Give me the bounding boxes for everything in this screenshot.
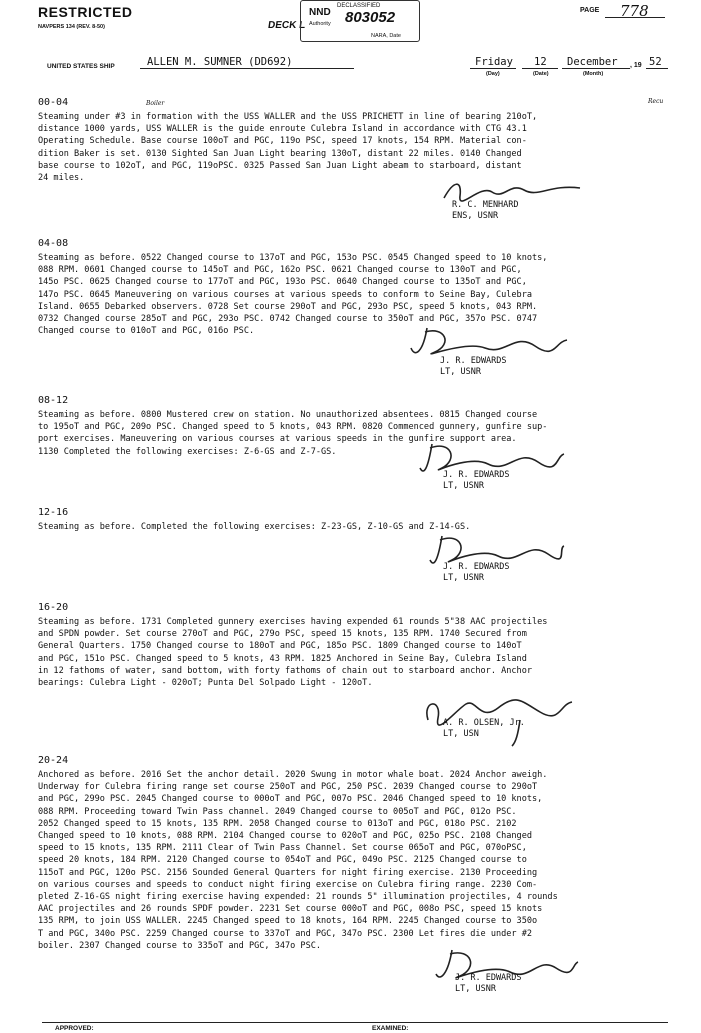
watch-signature [443,562,510,584]
watch-signature [443,718,525,740]
watch-time: 08-12 [38,395,69,406]
log-year: 52 [649,56,662,68]
stamp-line-authority: Authority [309,21,331,27]
footer-rule [42,1022,668,1023]
ship-label: UNITED STATES SHIP [47,63,115,70]
caption-month: (Month) [583,71,604,77]
signature-rank: ENS, USNR [452,211,499,221]
day-underline [470,68,516,69]
watch-entry [38,238,678,337]
log-day: Friday [475,56,513,68]
stamp-line-nara-date: NARA, Date [371,33,401,39]
classification-label: RESTRICTED [38,4,133,20]
watch-entry [38,602,678,689]
margin-note-right: Recu [648,98,664,105]
signature-rank: LT, USNR [443,481,484,491]
watch-signature [455,973,522,995]
watch-time: 04-08 [38,238,69,249]
log-month: December [567,56,618,68]
signature-rank: LT, USNR [440,367,481,377]
watch-signature [440,356,507,378]
watch-remarks: Steaming as before. Completed the following exercises: Z-23-GS, Z-10-GS and Z-14-GS. [38,522,471,532]
date-underline [522,68,558,69]
watch-signature [452,200,519,222]
signature-name: J. R. EDWARDS [440,356,507,366]
stamp-line-number: 803052 [345,9,396,26]
year-underline [646,68,668,69]
ship-name: ALLEN M. SUMNER (DD692) [147,56,293,68]
signature-name: R. C. MENHARD [452,200,519,210]
stamp-line-nnd: NND [309,7,331,18]
stamp-line-declassified: DECLASSIFIED [337,3,381,9]
watch-time: 12-16 [38,507,69,518]
signature-rank: LT, USNR [455,984,496,994]
caption-date: (Date) [533,71,549,77]
watch-entry [38,97,678,184]
month-underline [562,68,630,69]
year-prefix: , 19 [630,62,642,69]
signature-name: J. R. EDWARDS [455,973,522,983]
examined-label: EXAMINED: [372,1025,409,1032]
signature-rank: LT, USNR [443,573,484,583]
watch-entry [38,755,678,952]
signature-rank: LT, USN [443,729,479,739]
page-label: PAGE [580,7,600,14]
form-number: NAVPERS 134 (REV. 8-50) [38,24,105,30]
deck-log-label: DECK L [267,20,307,31]
signature-name: A. R. OLSEN, Jr. [443,718,525,728]
watch-remarks: Anchored as before. 2016 Set the anchor detail. 2020 Swung in motor whale boat. 2024 Anchor aweigh. Underway for Culebra firing range set course 250oT and PGC, 250 PSC. 2039 Changed course to 290oT and PGC, 299o PSC. 2045 Changed course to 000oT and PGC, 007o PSC. 2046 Changed speed to 10 knots, 088 RPM. Proceeding toward Twin Pass channel. 2049 Changed course to 005oT and PGC, 012o PSC. 2052 Changed speed to 15 knots, 135 RPM. 2058 Changed course to 013oT and PGC, 018o PSC. 2102 Changed speed to 10 knots, 088 RPM. 2104 Changed course to 020oT and PGC, 025o PSC. 2108 Changed speed to 15 knots, 135 RPM. 2111 Clear of Twin Pass Channel. Set course 065oT and PGC, 070oPSC, speed 20 knots, 184 RPM. 2120 Changed course to 054oT and PGC, 049o PSC. 2125 Changed course to 115oT and PGC, 120o PSC. 2156 Sounded General Quarters for night firing exercise. 2130 Proceeding on various courses and speeds to conduct night firing exercise on Culebra firing range. 2230 Com- pleted Z-16-GS night firing exercise having expended: 21 rounds 5" illumination projectiles, 4 rounds AAC projectiles and 26 rounds SPDF powder. 2231 Set course 000oT and PGC, 008o PSC, speed 15 knots 135 RPM, to join USS WALLER. 2245 Changed speed to 18 knots, 164 RPM. 2245 Changed course to 350o T and PGC, 340o PSC. 2259 Changed course to 337oT and PGC, 347o PSC. 2300 Let fires die under #2 boiler. 2307 Changed course to 335oT and PGC, 347o PSC. [38,770,558,951]
signature-name: J. R. EDWARDS [443,562,510,572]
margin-note-boiler: Boiler [146,100,165,107]
signature-name: J. R. EDWARDS [443,470,510,480]
watch-time: 20-24 [38,755,69,766]
watch-time: 00-04 [38,97,69,108]
watch-remarks: Steaming under #3 in formation with the USS WALLER and the USS PRICHETT in line of bearing 210oT, distance 1000 yards, USS WALLER is the guide enroute Culebra Island in accordance with CTG 43.1 Operating Schedule. Base course 100oT and PGC, 119o PSC, speed 17 knots, 154 RPM. Material con- dition Baker is set. 0130 Sighted San Juan Light bearing 130oT, distant 22 miles. 0140 Changed base course to 102oT, and PGC, 119oPSC. 0325 Passed San Juan Light abeam to starboard, distant 24 miles. [38,112,538,184]
caption-day: (Day) [486,71,500,77]
watch-remarks: Steaming as before. 1731 Completed gunnery exercises having expended 61 rounds 5"38 AAC projectiles and SPDN powder. Set course 270oT and PGC, 279o PSC, speed 15 knots, 135 RPM. 1740 Secured from General Quarters. 1750 Changed course to 180oT and PGC, 185o PSC. 1809 Changed course to 140oT and PGC, 151o PSC. Changed speed to 5 knots, 43 RPM. 1825 Anchored in Seine Bay, Culebra Island in 12 fathoms of water, sand bottom, with forty fathoms of chain out to starboard anchor. Anchor bearings: Culebra Light - 020oT; Punta Del Solpado Light - 120oT. [38,617,548,689]
watch-entry [38,507,678,533]
watch-signature [443,470,510,492]
approved-label: APPROVED: [55,1025,94,1032]
watch-time: 16-20 [38,602,69,613]
declassified-stamp [300,0,420,42]
ship-underline [140,68,354,69]
watch-entry [38,395,678,458]
page-number: 778 [620,2,649,20]
log-date: 12 [534,56,547,68]
watch-remarks: Steaming as before. 0522 Changed course to 137oT and PGC, 153o PSC. 0545 Changed speed to 10 knots, 088 RPM. 0601 Changed course to 145oT and PGC, 162o PSC. 0621 Changed course to 130oT and PGC, 145o PSC. 0625 Changed course to 177oT and PGC, 193o PSC. 0640 Changed course to 135oT and PGC, 147o PSC. 0645 Maneuvering on various courses at various speeds to conform to Seine Bay, Culebra Island. 0655 Debarked observers. 0728 Set course 290oT and PGC, 293o PSC, speed 5 knots, 043 RPM. 0732 Changed course 285oT and PGC, 293o PSC. 0742 Changed course to 350oT and PGC, 357o PSC. 0747 Changed course to 010oT and PGC, 016o PSC. [38,253,548,337]
watch-remarks: Steaming as before. 0800 Mustered crew on station. No unauthorized absentees. 0815 Changed course to 195oT and PGC, 209o PSC. Changed speed to 5 knots, 043 RPM. 0820 Commenced gunnery, gunfire sup- port exercises. Maneuvering on various courses at various speeds in the gunfire support area. 1130 Completed the following exercises: Z-6-GS and Z-7-GS. [38,410,548,457]
